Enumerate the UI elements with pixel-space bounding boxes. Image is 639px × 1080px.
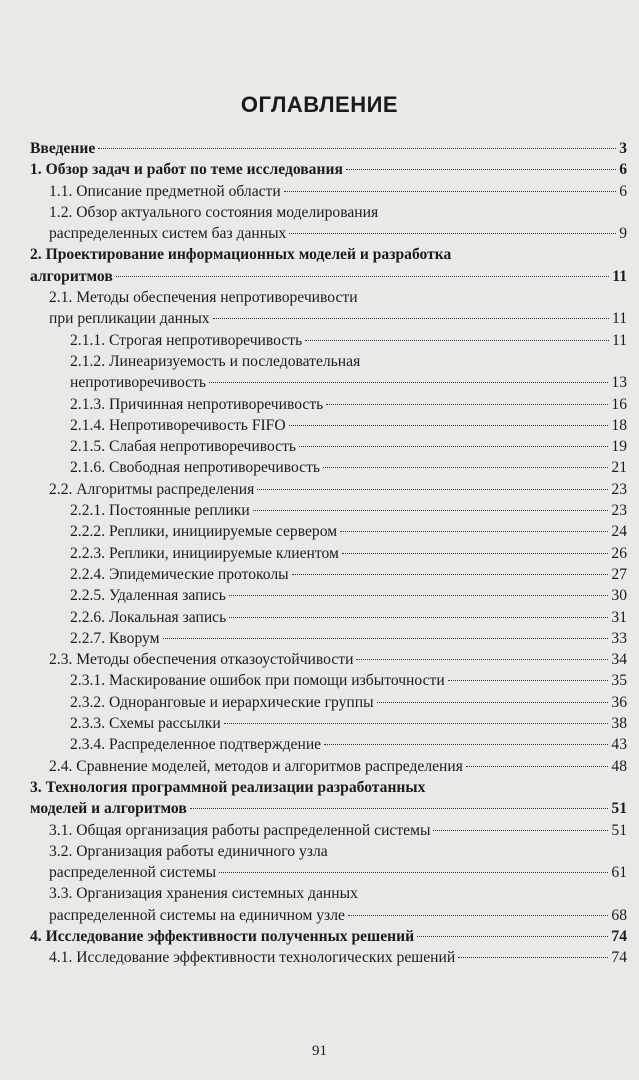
toc-entry-title: 3.2. Организация работы единичного узла (49, 842, 328, 860)
toc-entry-title: 2.1.5. Слабая непротиворечивость (70, 438, 297, 456)
dot-leader (289, 425, 609, 426)
toc-entry (0, 394, 639, 415)
toc-entry (0, 564, 639, 585)
toc-entry-title: 2.1.6. Свободная непротиворечивость (70, 459, 321, 477)
dot-leader (284, 191, 617, 192)
toc-entry-title: 2.1.3. Причинная непротиворечивость (70, 395, 324, 413)
toc-page-number: 18 (611, 416, 627, 434)
toc-entry-title: 2.2. Алгоритмы распределения (49, 480, 255, 498)
toc-entry (0, 436, 639, 457)
toc-entry-title: моделей и алгоритмов (30, 800, 187, 818)
dot-leader (229, 617, 608, 618)
toc-entry-title: 3.3. Организация хранения системных данных (49, 885, 358, 903)
toc-entry (0, 820, 639, 841)
toc-page-number: 6 (619, 182, 627, 200)
toc-entry (0, 841, 639, 884)
toc-page-number: 51 (611, 800, 627, 818)
toc-entry-title: 3.1. Общая организация работы распределенной системы (49, 821, 431, 839)
toc-entry (0, 585, 639, 606)
toc-entry-title: 4. Исследование эффективности полученных решений (30, 927, 415, 945)
toc-page-number: 36 (611, 693, 627, 711)
dot-leader (299, 446, 608, 447)
toc-entry-title: 1.2. Обзор актуального состояния моделирования (49, 203, 379, 221)
dot-leader (305, 340, 609, 341)
toc-entry (0, 670, 639, 691)
toc-entry-title: 2.2.2. Реплики, инициируемые сервером (70, 523, 338, 541)
toc-page-number: 23 (611, 480, 627, 498)
toc-page-number: 3 (619, 140, 627, 157)
toc-entry-title: 2.2.4. Эпидемические протоколы (70, 565, 289, 583)
dot-leader (116, 276, 610, 277)
dot-leader (229, 595, 609, 596)
toc-page-number: 16 (611, 395, 627, 413)
toc-entry-title: Введение (30, 140, 96, 157)
toc-page-number: 35 (611, 672, 627, 690)
dot-leader (219, 872, 608, 873)
toc-entry-title: 2.3.3. Схемы рассылки (70, 715, 221, 733)
dot-leader (323, 467, 608, 468)
toc-page-number: 11 (611, 331, 627, 349)
dot-leader (433, 830, 608, 831)
toc-page-number: 74 (611, 927, 627, 945)
toc-entry (0, 351, 639, 394)
toc-entry (0, 479, 639, 500)
toc-entry-title: 2.1. Методы обеспечения непротиворечивости (49, 289, 358, 307)
toc-page-number: 74 (611, 949, 627, 967)
toc-entry (0, 947, 639, 968)
toc-page-number: 38 (611, 715, 627, 733)
toc-entry-title: 2.3.2. Одноранговые и иерархические группы (70, 693, 374, 711)
toc-entry-title: распределенных систем баз данных (49, 225, 287, 243)
dot-leader (448, 680, 609, 681)
toc-entry (0, 883, 639, 926)
toc-entry (0, 244, 639, 287)
toc-entry-title: 1.1. Описание предметной области (49, 182, 281, 200)
dot-leader (292, 574, 609, 575)
toc-entry (0, 607, 639, 628)
page-title: ОГЛАВЛЕНИЕ (240, 92, 399, 117)
toc-entry (0, 777, 639, 820)
toc-entry-title: 2.2.1. Постоянные реплики (70, 502, 250, 520)
toc-page-number: 33 (611, 629, 627, 647)
dot-leader (340, 531, 608, 532)
toc-page-number: 6 (619, 161, 627, 179)
dot-leader (466, 766, 609, 767)
toc-entry (0, 330, 639, 351)
toc-entry (0, 415, 639, 436)
toc-entry-title: 2.3.1. Маскирование ошибок при помощи избыточности (70, 672, 445, 690)
toc-page-number: 48 (611, 757, 627, 775)
toc-page-number: 61 (611, 864, 627, 882)
dot-leader (289, 233, 616, 234)
toc-page-number: 23 (611, 502, 627, 520)
dot-leader (324, 744, 608, 745)
dot-leader (163, 638, 609, 639)
toc-entry-title: 2.2.3. Реплики, инициируемые клиентом (70, 544, 339, 562)
toc-entry (0, 649, 639, 670)
toc-entry (0, 287, 639, 330)
toc-page-number: 9 (619, 225, 627, 243)
toc-entry (0, 756, 639, 777)
toc-page-number: 31 (611, 608, 627, 626)
toc-entry-title: распределенной системы (49, 864, 217, 882)
toc-page-number: 21 (611, 459, 627, 477)
toc-entry (0, 202, 639, 245)
toc-entry-title: 2.1.4. Непротиворечивость FIFO (70, 416, 286, 434)
toc-entry (0, 159, 639, 180)
dot-leader (356, 659, 608, 660)
toc-entry-title: 4.1. Исследование эффективности технологических решений (49, 949, 456, 967)
toc-page-number: 19 (611, 438, 627, 456)
toc-page-number: 68 (611, 906, 627, 924)
toc-entry (0, 138, 639, 159)
toc-page-number: 26 (611, 544, 627, 562)
dot-leader (458, 957, 608, 958)
page-number: 91 (312, 1043, 327, 1059)
toc-entry (0, 500, 639, 521)
toc-entry-title: 3. Технология программной реализации разработанных (30, 778, 426, 796)
toc-entry (0, 628, 639, 649)
toc-entry-title: 2.4. Сравнение моделей, методов и алгоритмов распределения (49, 757, 463, 775)
toc-entry-title: 2. Проектирование информационных моделей и разработка (30, 246, 452, 264)
dot-leader (213, 318, 609, 319)
dot-leader (257, 489, 608, 490)
toc-entry-title: 2.3.4. Распределенное подтверждение (70, 736, 322, 754)
toc-entry-title: 2.2.7. Кворум (70, 629, 160, 647)
toc-entry-title: непротиворечивость (70, 374, 207, 392)
toc-page-number: 30 (611, 587, 627, 605)
toc-entry-title: 2.1.1. Строгая непротиворечивость (70, 331, 303, 349)
toc-page-number: 34 (611, 651, 627, 669)
toc-entry (0, 543, 639, 564)
dot-leader (348, 915, 608, 916)
dot-leader (326, 404, 608, 405)
toc-entry (0, 692, 639, 713)
dot-leader (98, 148, 616, 149)
toc-entry-title: 1. Обзор задач и работ по теме исследования (30, 161, 343, 179)
toc-page-number: 11 (612, 267, 627, 285)
dot-leader (342, 553, 609, 554)
toc-entry (0, 713, 639, 734)
dot-leader (224, 723, 609, 724)
toc-entry (0, 457, 639, 478)
toc-page-number: 27 (611, 565, 627, 583)
toc-page-number: 24 (611, 523, 627, 541)
toc-entry (0, 926, 639, 947)
dot-leader (346, 169, 616, 170)
toc-entry-title: распределенной системы на единичном узле (49, 906, 345, 924)
toc-page-number: 43 (611, 736, 627, 754)
toc-entry (0, 181, 639, 202)
toc-entry-title: алгоритмов (30, 267, 113, 285)
dot-leader (377, 702, 609, 703)
toc-entry-title: при репликации данных (49, 310, 210, 328)
toc-entry (0, 521, 639, 542)
toc-page-number: 11 (611, 310, 627, 328)
toc-page-number: 13 (611, 374, 627, 392)
toc-entry-title: 2.3. Методы обеспечения отказоустойчивости (49, 651, 354, 669)
toc-entry (0, 734, 639, 755)
toc-entry-title: 2.1.2. Линеаризуемость и последовательная (70, 352, 361, 370)
dot-leader (417, 936, 608, 937)
toc-entry-title: 2.2.6. Локальная запись (70, 608, 227, 626)
toc-entry-title: 2.2.5. Удаленная запись (70, 587, 226, 605)
dot-leader (190, 808, 609, 809)
table-of-contents (0, 138, 639, 969)
dot-leader (209, 382, 608, 383)
dot-leader (253, 510, 609, 511)
toc-page-number: 51 (611, 821, 627, 839)
